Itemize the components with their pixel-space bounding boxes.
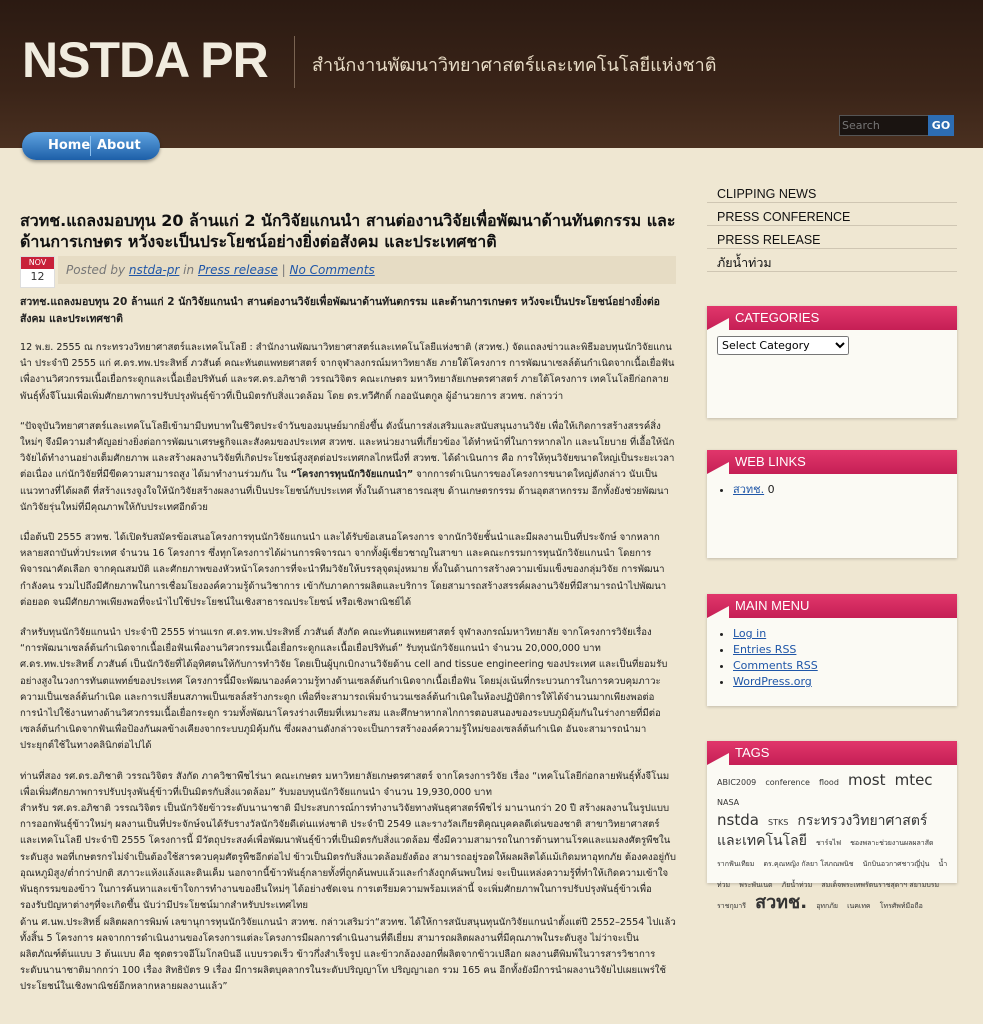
post-date [20, 256, 55, 288]
nav-about[interactable]: About [97, 138, 141, 153]
menu-log-in[interactable]: Log in [733, 627, 767, 640]
tags-widget [707, 741, 957, 913]
post-paragraph: ท่านที่สอง รศ.ดร.อภิชาติ วรรณวิจิตร สังกัด ภาควิชาพืชไร่นา คณะเกษตร มหาวิทยาลัยเกษตรศาสตร์ จากโครงการวิจัย เรื่อง “เทคโนโลยีก่อกลายพันธุ์ทั้งจีโนมเพื่อเพิ่มศักยภาพการปรับปรุงพันธุ์ข้าวที่เป็นมิตรกับสิ่งแวดล้อม” รับมอบทุนนักวิจัยแกนนำ จำนวน 19,930,000 บาท [20, 770, 670, 798]
post-content [20, 210, 676, 993]
post-date-month: NOV [21, 257, 54, 269]
menu-entries-rss[interactable]: Entries RSS [733, 643, 797, 656]
program-name: “โครงการทุนนักวิจัยแกนนำ” [290, 469, 414, 481]
menu-comments-rss[interactable]: Comments RSS [733, 659, 818, 672]
author-link[interactable]: nstda-pr [128, 263, 180, 277]
post-title[interactable]: สวทช.แถลงมอบทุน 20 ล้านแก่ 2 นักวิจัยแกนนำ สานต่องานวิจัยเพื่อพัฒนาด้านทันตกรรม และด้านการเกษตร หวังจะเป็นประโยชน์อย่างยิ่งต่อสังคม และประเทศชาติ [20, 211, 676, 251]
tag-link[interactable]: เนคเทค [847, 902, 871, 910]
list-item [733, 482, 957, 498]
post-paragraph: 12 พ.ย. 2555 ณ กระทรวงวิทยาศาสตร์และเทคโนโลยี : สำนักงานพัฒนาวิทยาศาสตร์และเทคโนโลยีแห่งชาติ (สวทช.) จัดแถลงข่าวและพิธีมอบทุนนักวิจัยแกนนำ ประจำปี 2555 แก่ ศ.ดร.ทพ.ประสิทธิ์ ภวสันต์ คณะทันตแพทยศาสตร์ จากจุฬาลงกรณ์มหาวิทยาลัย ภายใต้โครงการ การพัฒนาเซลล์ต้นกำเนิดจากเนื้อเยื่อฟันเพื่องานวิศวกรรมเนื้อเยื่อกระดูกและเนื้อเยื่อปริทันต์ และรศ.ดร.อภิชาติ วรรณวิจิตร คณะเกษตร มหาวิทยาลัยเกษตรศาสตร์ ภายใต้โครงการ เทคโนโลยีก่อกลายพันธุ์ทั้งจีโนมเพื่อเพิ่มศักยภาพการปรับปรุงพันธุ์ข้าวที่เป็นมิตรกับสิ่งแวดล้อม โดย ดร.ทวีศักดิ์ กออนันตกูล ผู้อำนวยการ สวทช. กล่าวว่า [20, 342, 675, 402]
tag-link[interactable]: ชองพลาะช่วยงานผลผลาสัด [850, 839, 934, 847]
main-menu-widget [707, 594, 957, 706]
tag-link[interactable]: ภัยน้ำท่วม [781, 881, 813, 889]
tag-link[interactable]: นักบินอวกาศชาวญี่ปุ่น [862, 860, 930, 868]
tag-link[interactable]: mtec [894, 771, 933, 789]
logo-divider [294, 36, 295, 88]
sidebar-link-press-release[interactable]: PRESS RELEASE [707, 226, 957, 249]
post-meta [20, 256, 676, 284]
tag-link[interactable]: STKS [768, 818, 789, 827]
tag-link[interactable]: ชาร์จไฟ [816, 839, 842, 847]
comments-link[interactable]: No Comments [289, 263, 375, 277]
post-body [20, 294, 676, 1010]
post-date-day: 12 [30, 270, 45, 283]
tag-link[interactable]: กระทรวงวิทยาศาสตร์และเทคโนโลยี [717, 813, 928, 849]
sidebar-link-clipping-news[interactable]: CLIPPING NEWS [707, 180, 957, 203]
sidebar-link-press-conference[interactable]: PRESS CONFERENCE [707, 203, 957, 226]
tag-link[interactable]: most [847, 771, 886, 789]
posted-by-label: Posted by [66, 263, 126, 277]
categories-widget [707, 306, 957, 418]
weblink-count: 0 [767, 483, 775, 496]
weblink-nstda[interactable]: สวทช. [733, 483, 765, 496]
tag-link[interactable]: รากฟันเทียม [717, 860, 755, 868]
site-logo[interactable]: NSTDA PR [22, 32, 268, 88]
tag-link[interactable]: สวทช. [755, 892, 808, 913]
weblinks-widget [707, 450, 957, 558]
post-paragraph: ด้าน ศ.นพ.ประสิทธิ์ ผลิตผลการพิมพ์ เลขานุการทุนนักวิจัยแกนนำ สวทช. กล่าวเสริมว่า“สวทช. ได้ให้การสนับสนุนทุนนักวิจัยแกนนำตั้งแต่ปี 2552–2554 ไปแล้ว ทั้งสิ้น 5 โครงการ ผลจากการดำเนินงานของโครงการแต่ละโครงการมีผลการดำเนินงานที่ดีเยี่ยม สามารถผลิตผลงานที่มีคุณภาพในระดับสูง ไม่ว่าจะเป็น ผลิตภัณฑ์ต้นแบบ 3 ต้นแบบ คือ ชุดตรวจอีโมโกลบินอี แบบรวดเร็ว ข้าวกึ่งสำเร็จรูป และข้าวกล้องงอกที่ผลิตจากข้าวเปลือก ผลงานตีพิมพ์ในวารสารวิชาการระดับนานาชาติมากกว่า 100 เรื่อง สิทธิบัตร 9 เรื่อง มีการผลิตบุคลากรในระดับปริญญาโท ปริญญาเอก รวม 165 คน อีกทั้งยังมีการนำผลงานวิจัยไปเผยแพร่ใช้ประโยชน์ในเชิงพาณิชย์อีกหลากหลายผลงานแล้ว” [20, 916, 676, 993]
meta-separator: | [281, 263, 286, 277]
menu-wordpress[interactable]: WordPress.org [733, 675, 812, 688]
tag-link[interactable]: โทรศัพท์มือถือ [879, 902, 923, 910]
post-lead: สวทช.แถลงมอบทุน 20 ล้านแก่ 2 นักวิจัยแกนนำ สานต่องานวิจัยเพื่อพัฒนาด้านทันตกรรม และด้านการเกษตร หวังจะเป็นประโยชน์อย่างยิ่งต่อสังคม และประเทศชาติ [20, 296, 660, 325]
tag-link[interactable]: น้ำท่วม [717, 860, 948, 889]
main-menu-title: MAIN MENU [707, 594, 957, 618]
tag-link[interactable]: NASA [717, 798, 740, 807]
tag-cloud [707, 765, 957, 915]
tag-link[interactable]: nstda [717, 811, 759, 829]
categories-title: CATEGORIES [707, 306, 957, 330]
site-tagline: สำนักงานพัฒนาวิทยาศาสตร์และเทคโนโลยีแห่งชาติ [312, 55, 717, 76]
search-input[interactable] [839, 115, 929, 136]
post-paragraph: สำหรับ รศ.ดร.อภิชาติ วรรณวิจิตร เป็นนักวิจัยข้าวระดับนานาชาติ มีประสบการณ์การทำงานวิจัยทางพันธุศาสตร์พืชไร่ มานานกว่า 20 ปี สร้างผลงานในรูปแบบการออกพันธุ์ข้าวใหม่ๆ ผลงานเป็นที่ประจักษ์จนได้รับรางวัลนักวิจัยดีเด่นแห่งชาติ ประจำปี 2549 และรางวัลเกียรติคุณบุคคลดีเด่นของชาติ สาขาวิทยาศาสตร์และเทคโนโลยี ประจำปี 2555 โครงการนี้ มีวัตถุประสงค์เพื่อพัฒนาพันธุ์ข้าวที่เป็นมิตรกับสิ่งแวดล้อม ซึ่งมีความสามารถในการต้านทานโรคและแมลงศัตรูพืชในระดับสูง พอที่เกษตรกรไม่จำเป็นต้องใช้สารควบคุมศัตรูพืชอีกต่อไป ข้าวเป็นมิตรกับสิ่งแวดล้อมยังต้อง สามารถอยู่รอดให้ผลผลิตได้แม้เกิดมหาอุทกภัย ต้องคงอยู่กับอุณหภูมิสูง/ต่ำกว่าปกติ สภาวะแห้งแล้งและดินเค็ม นอกจากนี้ข้าวพันธุ์กลายทั้งที่ถูกค้นพบแล้วและกำลังถูกค้นพบใหม่ จะเป็นแหล่งความรู้ที่ทำให้เกิดความเข้าใจพันธุกรรมของข้าว ในการค้นหาและเข้าใจการทำงานของยีนใหม่ๆ ได้อย่างชัดเจน การเตรียมความพร้อมเหล่านี้ จะเพิ่มศักยภาพในการปรับปรุงพันธุ์ข้าวเพื่อรองรับปัญหาต่างๆที่จะเกิดขึ้น นับว่ามีประโยชน์มากสำหรับประเทศไทย [20, 803, 676, 912]
tag-link[interactable]: อุทกภัย [816, 902, 838, 910]
tag-link[interactable]: ABIC2009 [717, 778, 757, 787]
weblinks-title: WEB LINKS [707, 450, 957, 474]
post-paragraph: เมื่อต้นปี 2555 สวทช. ได้เปิดรับสมัครข้อเสนอโครงการทุนนักวิจัยแกนนำ และได้รับข้อเสนอโครงการ จากนักวิจัยชั้นนำและมีผลงานเป็นที่ประจักษ์ จากหลากหลายสถาบันทั่วประเทศ จำนวน 16 โครงการ ซึ่งทุกโครงการได้ผ่านการพิจารณา จากทั้งผู้เชี่ยวชาญในสาขา และคณะกรรมการทุนนักวิจัยแกนนำ โดยการพิจารณาคัดเลือก จากคุณสมบัติ และศักยภาพของหัวหน้าโครงการที่จะนำทีมวิจัยให้บรรลุจุดมุ่งหมาย ทั้งในด้านการสร้างความเข้มแข็งของกลุ่มวิจัย การพัฒนากำลังคน รวมไปถึงมีศักยภาพในการเชื่อมโยงองค์ความรู้ด้านวิชาการ เข้ากับภาคการผลิตและบริการ โดยสามารถสร้างสรรค์ผลงานวิจัยที่มีสามารถนำไปพัฒนาต่อยอด จนมีศักยภาพเพียงพอที่จะนำไปใช้ประโยชน์ในเชิงสาธารณประโยชน์ หรือเชิงพาณิชย์ได้ [20, 532, 667, 608]
nav-divider [90, 136, 91, 156]
category-select[interactable] [717, 336, 849, 355]
main-nav [22, 132, 160, 160]
in-label: in [183, 263, 195, 277]
post-paragraph: สำหรับทุนนักวิจัยแกนนำ ประจำปี 2555 ท่านแรก ศ.ดร.ทพ.ประสิทธิ์ ภวสันต์ สังกัด คณะทันตแพทยศาสตร์ จุฬาลงกรณ์มหาวิทยาลัย จากโครงการวิจัยเรื่อง “การพัฒนาเซลล์ต้นกำเนิดจากเนื้อเยื่อฟันเพื่องานวิศวกรรมเนื้อเยื่อกระดูกและเนื้อเยื่อปริทันต์” รับทุนนักวิจัยแกนนำ จำนวน 20,000,000 บาท ศ.ดร.ทพ.ประสิทธิ์ ภวสันต์ เป็นนักวิจัยที่ได้อุทิศตนให้กับการทำวิจัย โดยเป็นผู้บุกเบิกงานวิจัยด้าน cell and tissue engineering ของประเทศ และเป็นที่ยอมรับอย่างสูงในวงการทันตแพทย์ของประเทศ โครงการนี้มีจะพัฒนาองค์ความรู้ทางด้านเซลล์ต้นกำเนิดจากเนื้อเยื่อฟัน โดยมุ่งเน้นที่กระบวนการในการควบคุมภาวะความเป็นเซลล์ต้นกำเนิด และการเปลี่ยนสภาพเป็นเซลล์สร้างกระดูก เพื่อที่จะสามารถเพิ่มจำนวนเซลล์ต้นกำเนิดในห้องปฏิบัติการให้ได้จำนวนมากเพียงพอต่อการนำไปใช้งานทางด้านวิศวกรรมเนื้อเยื่อกระดูก รวมทั้งพัฒนาโครงร่างเทียมที่เหมาะสม และศึกษาหากลไกการตอบสนองของระบบภูมิคุ้มกันในร่างกายที่มีต่อเซลล์ต้นกำเนิดจากฟันเพื่อป้องกันผลข้างเคียงจากระบบภูมิคุ้มกัน ซึ่งผลงานดังกล่าวจะเป็นการสร้างองค์ความรู้ใหม่ของเซลล์ต้นกำเนิด อันจะสามารถนำมาประยุกต์ใช้ในทางคลินิกต่อไปได้ [20, 627, 668, 752]
search-go-button[interactable]: GO [928, 115, 954, 136]
post-meta-bar [58, 256, 676, 284]
nav-home[interactable]: Home [48, 138, 91, 153]
search-form [839, 115, 955, 136]
tag-link[interactable]: สมเด็จพระเทพรัตนราชสุดาฯ สยามบรมราชกุมารี [717, 881, 940, 910]
site-header [0, 0, 983, 148]
tag-link[interactable]: พระพันเนต [739, 881, 773, 889]
tag-link[interactable]: conference [765, 778, 810, 787]
sidebar-link-flood[interactable]: ภัยน้ำท่วม [707, 249, 957, 272]
tag-link[interactable]: ดร.คุณหญิง กัลยา โสภณพนิช [763, 860, 854, 868]
post-paragraph: “ปัจจุบันวิทยาศาสตร์และเทคโนโลยีเข้ามามีบทบาทในชีวิตประจำวันของมนุษย์มากยิ่งขึ้น ดังนั้นการส่งเสริมและสนับสนุนงานวิจัย เพื่อให้เกิดการสร้างสรรค์สิ่งใหม่ๆ จึงมีความสำคัญอย่างยิ่งต่อการพัฒนาเศรษฐกิจและสังคมของประเทศ สวทช. และหน่วยงานที่เกี่ยวข้อง ได้ทำหน้าที่ในการหากลไก และนโยบาย ที่เอื้อให้นักวิจัยได้ทำงานอย่างเต็มศักยภาพ และสร้างผลงานวิจัยที่เกิดประโยชน์สูงสุดต่อประเทศกลไกหนึ่งที่ สวทช. ได้ดำเนินการ คือ การให้ทุนวิจัยขนาดใหญ่เป็นระยะเวลาต่อเนื่อง แก่นักวิจัยที่มีขีดความสามารถสูง ได้มาทำงานร่วมกัน ใน “โครงการทุนนักวิจัยแกนนำ” จากการดำเนินการของโครงการขนาดใหญ่ดังกล่าว นับเป็นแนวทางที่ได้ผลดี ที่สร้างแรงจูงใจให้นักวิจัยสร้างผลงานที่เป็นประโยชน์กับประเทศ ทั้งในด้านสาธารณสุข ด้านเกษตรกรรม ด้านอุตสาหกรรม อีกทั้งยังช่วยพัฒนานักวิจัยรุ่นใหม่ที่มีคุณภาพให้กับประเทศอีกด้วย [20, 420, 675, 513]
category-link[interactable]: Press release [197, 263, 278, 277]
tag-link[interactable]: flood [818, 778, 839, 787]
sidebar-pages [707, 180, 957, 272]
tags-title: TAGS [707, 741, 957, 765]
